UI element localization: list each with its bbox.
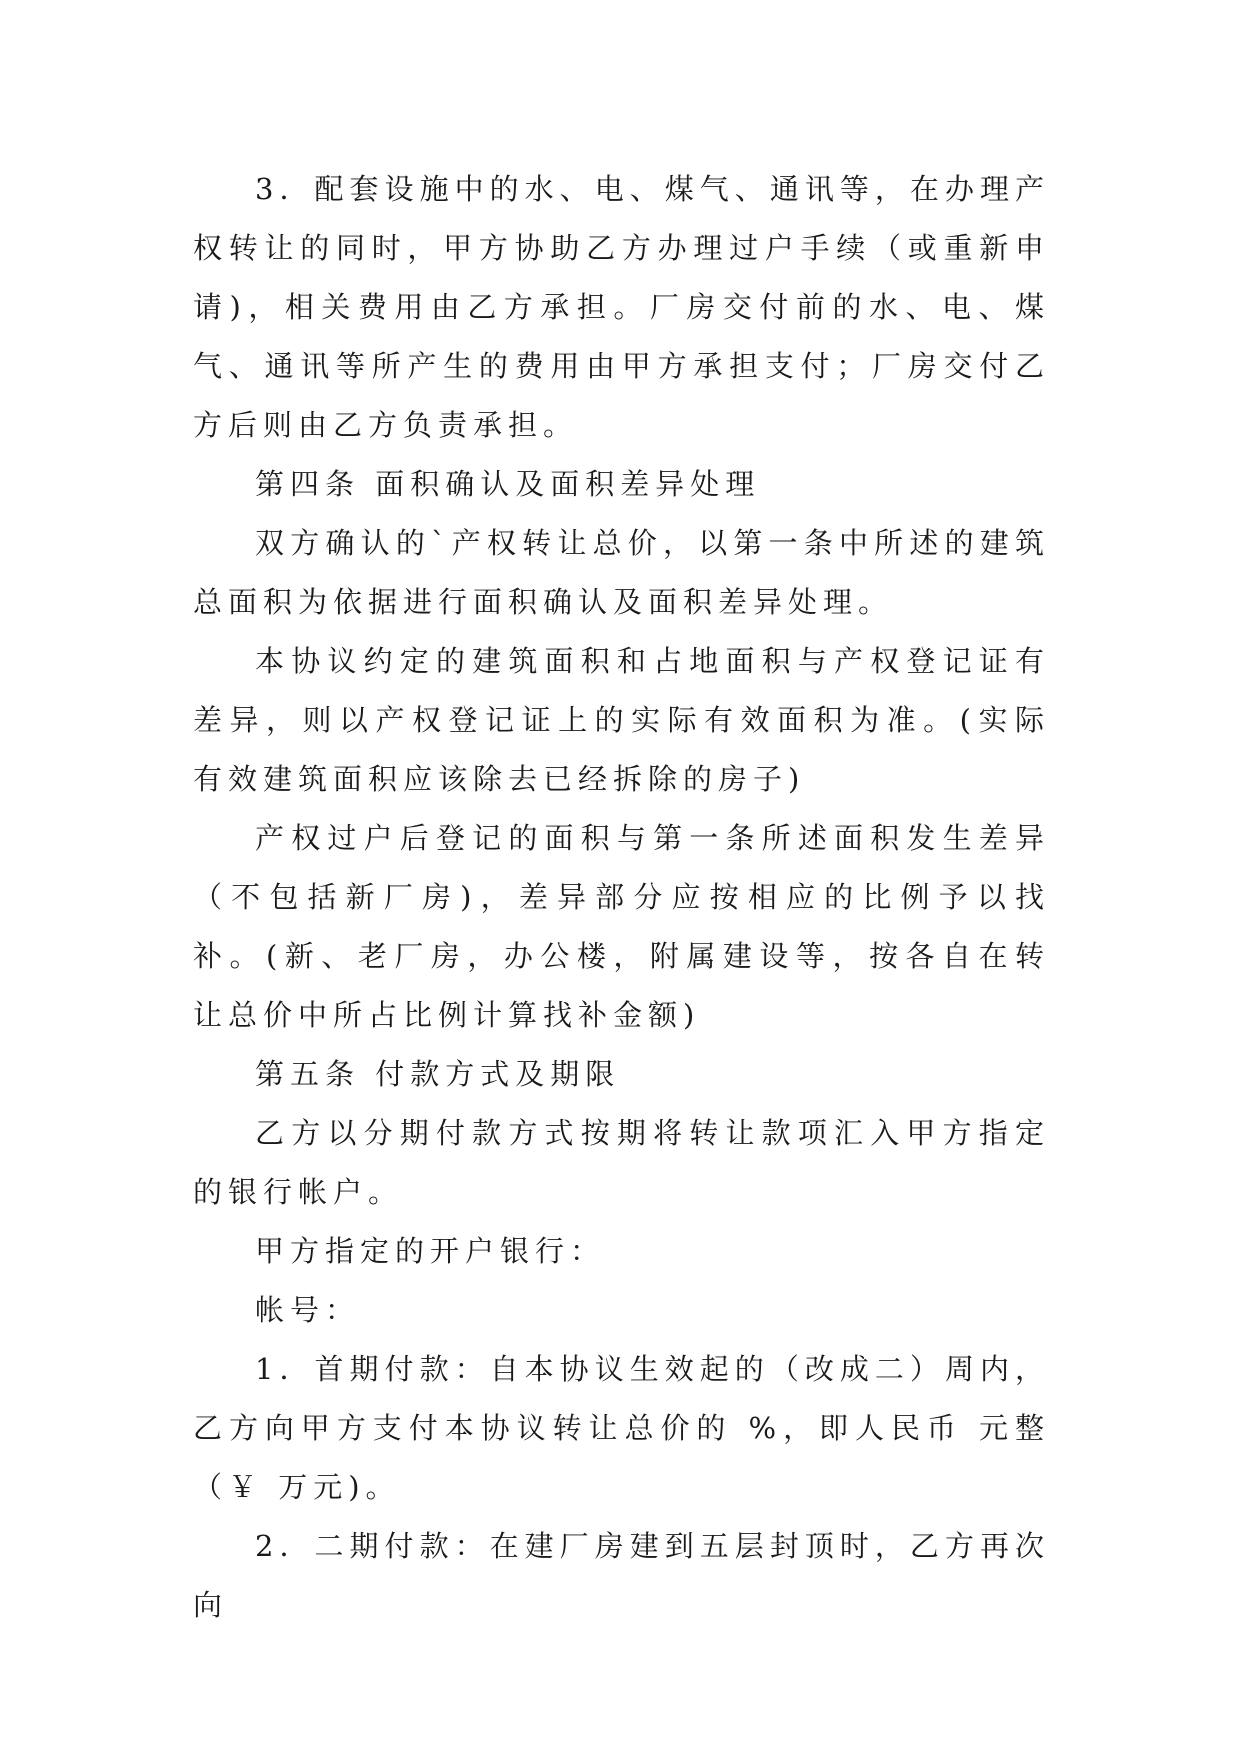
paragraph-first-payment: 1．首期付款：自本协议生效起的（改成二）周内，乙方向甲方支付本协议转让总价的 %，即人民币 元整（￥ 万元)。	[193, 1352, 1050, 1504]
paragraph-installment-payment: 乙方以分期付款方式按期将转让款项汇入甲方指定的银行帐户。	[193, 1116, 1050, 1209]
article-4-heading: 第四条 面积确认及面积差异处理	[255, 467, 761, 501]
paragraph-area-basis: 双方确认的`产权转让总价，以第一条中所述的建筑总面积为依据进行面积确认及面积差异处理。	[193, 526, 1050, 619]
document-body	[193, 160, 1050, 1635]
paragraph-utilities-transfer: 3．配套设施中的水、电、煤气、通讯等，在办理产权转让的同时，甲方协助乙方办理过户手续（或重新申请)，相关费用由乙方承担。厂房交付前的水、电、煤气、通讯等所产生的费用由甲方承担支付；厂房交付乙方后则由乙方负责承担。	[193, 172, 1050, 442]
article-5-heading: 第五条 付款方式及期限	[255, 1057, 621, 1091]
paragraph-designated-bank: 甲方指定的开户银行：	[255, 1234, 606, 1268]
paragraph-area-compensation: 产权过户后登记的面积与第一条所述面积发生差异（不包括新厂房)，差异部分应按相应的比例予以找补。(新、老厂房，办公楼，附属建设等，按各自在转让总价中所占比例计算找补金额)	[193, 821, 1050, 1032]
paragraph-second-payment: 2．二期付款：在建厂房建到五层封顶时，乙方再次向	[193, 1529, 1050, 1622]
paragraph-account-number: 帐号：	[255, 1293, 361, 1327]
paragraph-area-discrepancy: 本协议约定的建筑面积和占地面积与产权登记证有差异，则以产权登记证上的实际有效面积为准。(实际有效建筑面积应该除去已经拆除的房子)	[193, 644, 1050, 796]
